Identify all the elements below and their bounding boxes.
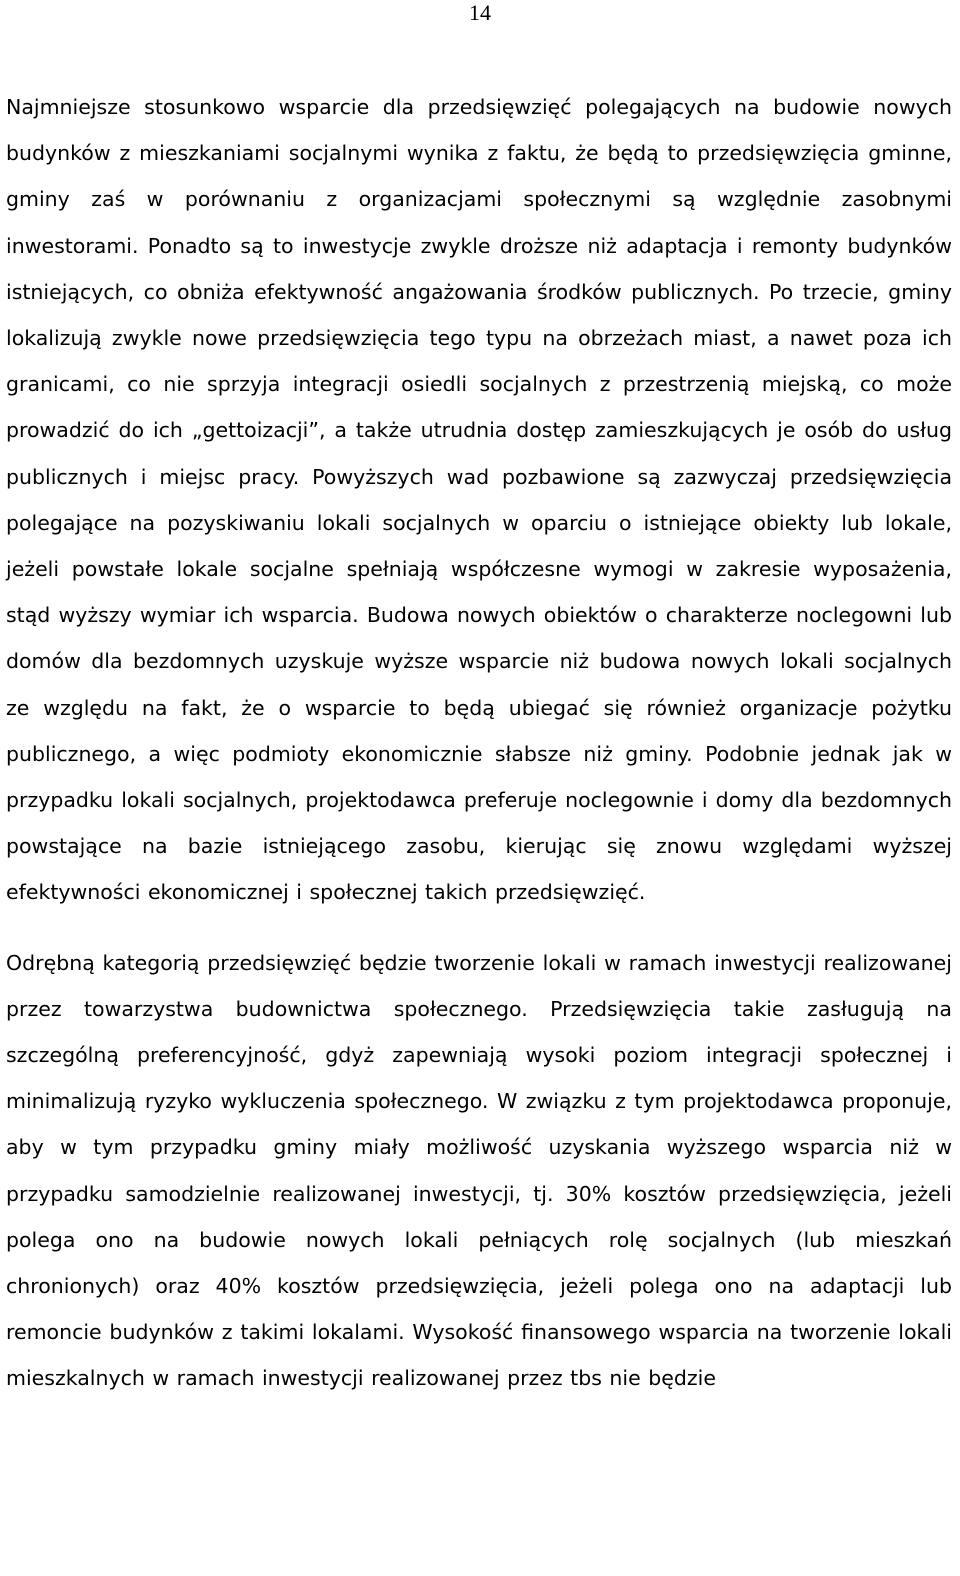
paragraph-2: Odrębną kategorią przedsięwzięć będzie tworzenie lokali w ramach inwestycji realizowanej przez towarzystwa budownictwa społecznego. Przedsięwzięcia takie zasługują na szczególną preferencyjność, gdyż zapewniają wysoki poziom integracji społecznej i minimalizują ryzyko wykluczenia społecznego. W związku z tym projektodawca proponuje, aby w tym przypadku gminy miały możliwość uzyskania wyższego wsparcia niż w przypadku samodzielnie realizowanej inwestycji, tj. 30% kosztów przedsięwzięcia, jeżeli polega ono na budowie nowych lokali pełniących rolę socjalnych (lub mieszkań chronionych) oraz 40% kosztów przedsięwzięcia, jeżeli polega ono na adaptacji lub remoncie budynków z takimi lokalami. Wysokość finansowego wsparcia na tworzenie lokali mieszkalnych w ramach inwestycji realizowanej przez tbs nie będzie [6,950,952,1391]
paragraph-1: Najmniejsze stosunkowo wsparcie dla przedsięwzięć polegających na budowie nowych budynków z mieszkaniami socjalnymi wynika z faktu, że będą to przedsięwzięcia gminne, gminy zaś w porównaniu z organizacjami społecznymi są względnie zasobnymi inwestorami. Ponadto są to inwestycje zwykle droższe niż adaptacja i remonty budynków istniejących, co obniża efektywność angażowania środków publicznych. Po trzecie, gminy lokalizują zwykle nowe przedsięwzięcia tego typu na obrzeżach miast, a nawet poza ich granicami, co nie sprzyja integracji osiedli socjalnych z przestrzenią miejską, co może prowadzić do ich „gettoizacji”, a także utrudnia dostęp zamieszkujących je osób do usług publicznych i miejsc pracy. Powyższych wad pozbawione są zazwyczaj przedsięwzięcia polegające na pozyskiwaniu lokali socjalnych w oparciu o istniejące obiekty lub lokale, jeżeli powstałe lokale socjalne spełniają współczesne wymogi w zakresie wyposażenia, stąd wyższy wymiar ich wsparcia. Budowa nowych obiektów o charakterze noclegowni lub domów dla bezdomnych uzyskuje wyższe wsparcie niż budowa nowych lokali socjalnych ze względu na fakt, że o wsparcie to będą ubiegać się również organizacje pożytku publicznego, a więc podmioty ekonomicznie słabsze niż gminy. Podobnie jednak jak w przypadku lokali socjalnych, projektodawca preferuje noclegownie i domy dla bezdomnych powstające na bazie istniejącego zasobu, kierując się znowu względami wyższej efektywności ekonomicznej i społecznej takich przedsięwzięć. [6,95,952,905]
page-number: 14 [469,0,491,25]
body-text [6,84,952,1402]
